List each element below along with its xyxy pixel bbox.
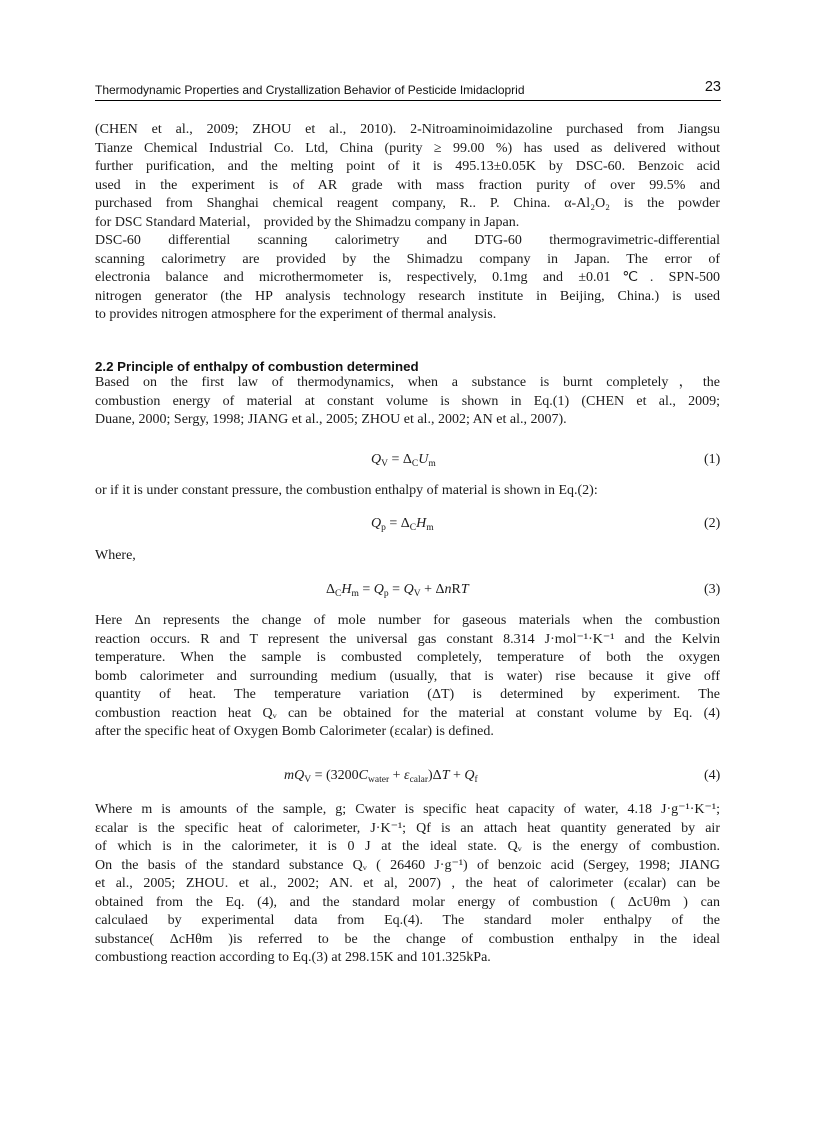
text-line: Duane, 2000; Sergy, 1998; JIANG et al., 2005; ZHOU et al., 2002; AN et al., 2007). [95,412,567,427]
running-header [95,80,721,101]
running-title: Thermodynamic Properties and Crystallization Behavior of Pesticide Imidacloprid [95,83,525,97]
text-line: or if it is under constant pressure, the combustion enthalpy of material is shown in Eq.(2): [95,483,598,498]
text-line: nitrogen generator (the HP analysis technology research institute in Beijing, China.) is used [95,288,720,304]
text-line: used in the experiment is of AR grade with mass fraction purity of over 99.5% and [95,177,720,193]
text-line: for DSC Standard Material， provided by the Shimadzu company in Japan. [95,214,520,230]
text-line: combustion energy of material at constant volume is shown in Eq.(1) (CHEN et al., 2009; [95,393,720,409]
section-heading: 2.2 Principle of enthalpy of combustion determined [95,359,419,374]
text-line: calculaed by experimental data from Eq.(4). The standard moler enthalpy of the [95,913,720,928]
text-line: Where, [95,548,136,563]
equation-1: $Q_V = \Delta_CU_m$ [371,452,436,469]
text-line: obtained from the Eq. (4), and the standard molar energy of combustion ( ΔcUθm ) can [95,894,720,910]
equation-2: $Q_p = \Delta_CH_m$ [371,516,434,533]
text-line: quantity of heat. The temperature variation (ΔT) is determined by experiment. The [95,687,720,702]
paragraph-heat-explanation [95,612,720,742]
equation-4: $mQ_V = (3200C_{water} + \varepsilon_{calar})\Delta T + Q_f$ [284,768,478,785]
text-line: combustion reaction heat Qᵥ can be obtained for the material at constant volume by Eq. (4) [95,705,720,721]
equation-4-number: (4) [704,768,721,783]
paragraph-materials [95,121,720,232]
page-number: 23 [704,79,721,95]
text-line: combustiong reaction according to Eq.(3) at 298.15K and 101.325kPa. [95,950,491,965]
where-label [95,547,720,566]
text-line: after the specific heat of Oxygen Bomb Calorimeter (εcalar) is defined. [95,724,494,739]
text-line: Here Δn represents the change of mole number for gaseous materials when the combustion [95,613,720,628]
text-line: of which is in the calorimeter, it is 0 J at the ideal state. Qᵥ is the energy of combustion. [95,839,720,854]
equation-1-number: (1) [704,452,721,467]
text-line: et al., 2005; ZHOU. et al., 2002; AN. et al, 2007) , the heat of calorimeter (εcalar) can be [95,876,720,891]
text-line: reaction occurs. R and T represent the universal gas constant 8.314 J·mol⁻¹·K⁻¹ and the Kelvin [95,631,720,647]
paragraph-principle [95,374,720,430]
text-line: temperature. When the sample is combusted completely, temperature of both the oxygen [95,650,720,665]
equation-3: $\Delta_CH_m = Q_p = Q_V + \Delta nRT$ [326,582,469,599]
equation-2-number: (2) [704,516,721,531]
text-line: Tianze Chemical Industrial Co. Ltd, China (purity ≥ 99.00 %) has used as delivered without [95,140,720,156]
text-line: purchased from Shanghai chemical reagent company, R.. P. China. α-Al₂O₂ is the powder [95,196,720,211]
text-line: εcalar is the specific heat of calorimeter, J·K⁻¹; Qf is an attach heat quantity generated by air [95,820,720,836]
text-line: bomb calorimeter and surrounding medium (usually, that is water) rise because it give off [95,668,720,684]
text-line: scanning calorimetry are provided by the Shimadzu company in Japan. The error of [95,251,720,267]
text-line: further purification, and the melting point of it is 495.13±0.05K by DSC-60. Benzoic acid [95,159,720,174]
text-line: Where m is amounts of the sample, g; Cwater is specific heat capacity of water, 4.18 J·g⁻¹·K⁻¹; [95,802,720,817]
text-line: Based on the first law of thermodynamics, when a substance is burnt completely，the [95,375,720,390]
paragraph-variables [95,801,720,968]
text-line: electronia balance and microthermometer is, respectively, 0.1mg and ±0.01℃. SPN-500 [95,270,720,285]
text-line: DSC-60 differential scanning calorimetry and DTG-60 thermogravimetric-differential [95,233,720,248]
text-line: (CHEN et al., 2009; ZHOU et al., 2010). 2-Nitroaminoimidazoline purchased from Jiangsu [95,122,720,137]
paragraph-constant-pressure [95,482,720,501]
text-line: to provides nitrogen atmosphere for the experiment of thermal analysis. [95,307,497,322]
paragraph-instruments [95,232,720,325]
text-line: On the basis of the standard substance Qᵥ ( 26460 J·g⁻¹) of benzoic acid (Sergey, 1998; JIANG [95,857,720,873]
equation-3-number: (3) [704,582,721,597]
text-line: substance( ΔcHθm )is referred to be the change of combustion enthalpy in the ideal [95,931,720,947]
